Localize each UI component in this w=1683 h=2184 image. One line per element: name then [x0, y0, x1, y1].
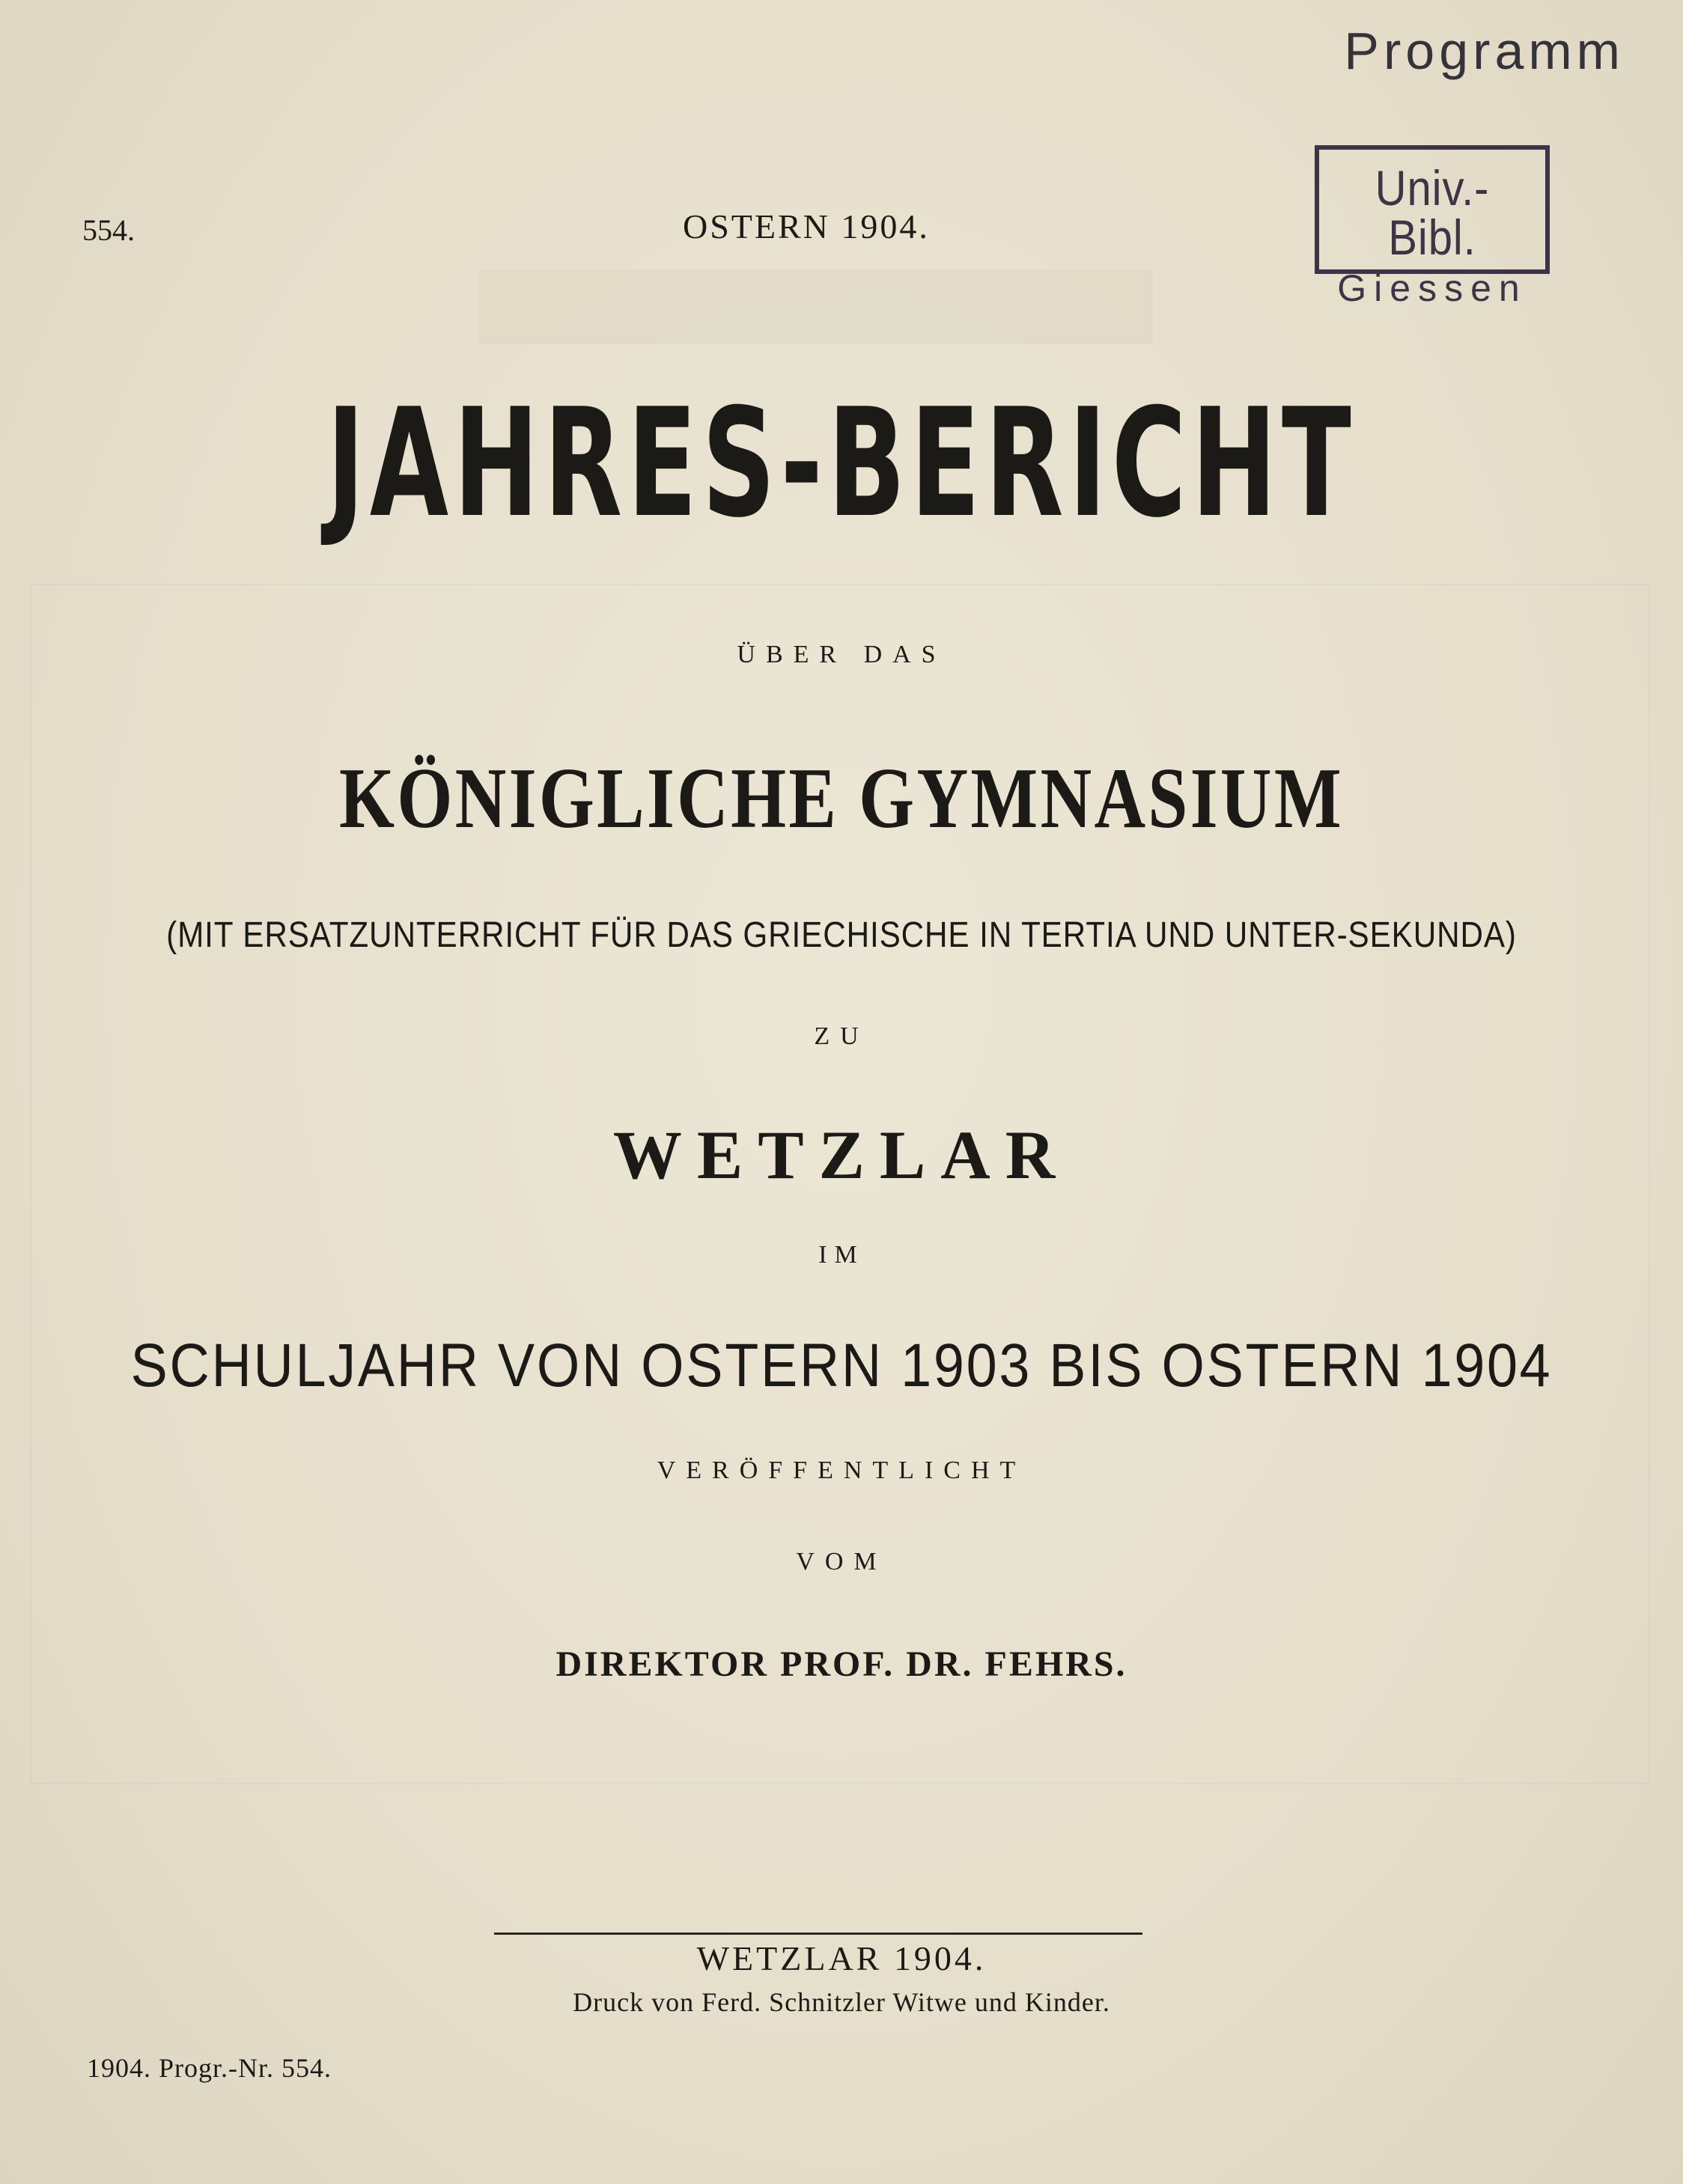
document-title: JAHRES-BERICHT [326, 376, 1357, 551]
institution-subtitle: (MIT ERSATZUNTERRICHT FÜR DAS GRIECHISCHE IN TERTIA UND UNTER-SEKUNDA) [166, 915, 1517, 955]
city-name: WETZLAR [612, 1117, 1071, 1193]
issue-number: 554. [82, 213, 135, 247]
imprint-divider [494, 1933, 1142, 1935]
bleed-through-shadow [479, 269, 1153, 344]
author-line: DIREKTOR PROF. DR. FEHRS. [556, 1644, 1127, 1684]
programm-stamp: Programm [1344, 22, 1625, 80]
im-line: IM [818, 1241, 865, 1269]
library-stamp [1315, 145, 1550, 309]
institution-name: KÖNIGLICHE GYMNASIUM [339, 751, 1344, 847]
issue-date: OSTERN 1904. [683, 207, 930, 245]
ueber-das-line: ÜBER DAS [737, 641, 946, 668]
imprint-printer: Druck von Ferd. Schnitzler Witwe und Kinder. [573, 1987, 1110, 2017]
zu-line: ZU [814, 1022, 869, 1050]
program-number-footer: 1904. Progr.-Nr. 554. [87, 2053, 332, 2083]
vom-line: VOM [796, 1548, 887, 1576]
library-stamp-line2: Giessen [1337, 267, 1527, 309]
school-year-line: SCHULJAHR VON OSTERN 1903 BIS OSTERN 1904 [130, 1332, 1553, 1400]
imprint-place-year: WETZLAR 1904. [696, 1939, 987, 1977]
library-stamp-line1: Univ.-Bibl. [1375, 160, 1490, 265]
published-line: VERÖFFENTLICHT [657, 1456, 1026, 1484]
